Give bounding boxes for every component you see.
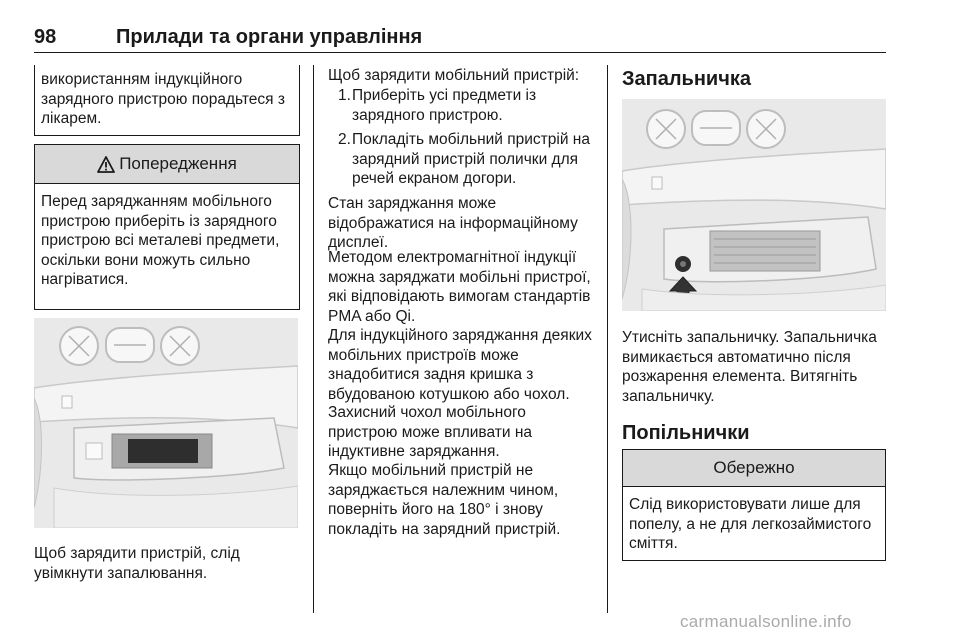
ignition-note: Щоб зарядити пристрій, слід увімкнути запалювання. bbox=[34, 545, 240, 582]
column-divider bbox=[313, 65, 314, 613]
warning-title: Попередження bbox=[119, 154, 237, 173]
paragraph: Якщо мобільний пристрій не заряджається належним чином, поверніть його на 180° і знову покладіть на зарядний пристрій. bbox=[328, 462, 561, 538]
step-number: 1. bbox=[338, 87, 351, 104]
step-text: Приберіть усі предмети із зарядного пристрою. bbox=[352, 87, 537, 124]
caution-box bbox=[622, 449, 886, 561]
warning-header bbox=[35, 145, 299, 184]
caution-title: Обережно bbox=[713, 458, 795, 477]
charging-tray-drawing bbox=[34, 318, 298, 528]
continued-notice-text: використанням індукційного зарядного пристрою порадьтеся з лікарем. bbox=[41, 71, 285, 127]
wireless-charging-tray-illustration bbox=[34, 318, 298, 528]
paragraph: Стан заряджання може відображатися на інформаційному дисплеї. bbox=[328, 195, 578, 251]
page-header bbox=[34, 22, 886, 53]
warning-triangle-icon bbox=[97, 156, 115, 173]
warning-box bbox=[34, 144, 300, 310]
lighter-instructions: Утисніть запальничку. Запальничка вимикається автоматично після розжарення елемента. Витягніть запальничку. bbox=[622, 329, 877, 405]
warning-text: Перед заряджанням мобільного пристрою приберіть із зарядного пристрою всі металеві предмети, оскільки вони можуть сильно нагріватися. bbox=[41, 193, 280, 288]
lighter-drawing bbox=[622, 99, 886, 311]
step-text: Покладіть мобільний пристрій на зарядний пристрій полички для речей екраном догори. bbox=[352, 131, 590, 187]
list-item bbox=[328, 86, 596, 125]
paragraph: Для індукційного заряджання деяких мобільних пристроїв може знадобитися задня кришка з вбудованою котушкою або чохол. bbox=[328, 327, 592, 403]
paragraph: Захисний чохол мобільного пристрою може впливати на індуктивне заряджання. bbox=[328, 404, 533, 460]
charging-steps-list bbox=[328, 86, 596, 194]
column-divider bbox=[607, 65, 608, 613]
paragraph: Методом електромагнітної індукції можна заряджати мобільні пристрої, які відповідають вимогам стандартів PMA або Qi. bbox=[328, 249, 591, 325]
page-title: Прилади та органи управління bbox=[116, 26, 423, 48]
charging-intro: Щоб зарядити мобільний пристрій: bbox=[328, 67, 580, 84]
section-heading-lighter: Запальничка bbox=[622, 68, 751, 90]
continued-notice-box bbox=[34, 65, 300, 136]
caution-header bbox=[623, 450, 885, 487]
watermark: carmanualsonline.info bbox=[680, 612, 852, 631]
page-number: 98 bbox=[34, 26, 57, 48]
cigarette-lighter-illustration bbox=[622, 99, 886, 311]
list-item bbox=[328, 130, 596, 189]
section-heading-ashtrays: Попільнички bbox=[622, 422, 750, 444]
caution-text: Слід використовувати лише для попелу, а не для легкозаймистого сміття. bbox=[629, 496, 872, 552]
step-number: 2. bbox=[338, 131, 351, 148]
